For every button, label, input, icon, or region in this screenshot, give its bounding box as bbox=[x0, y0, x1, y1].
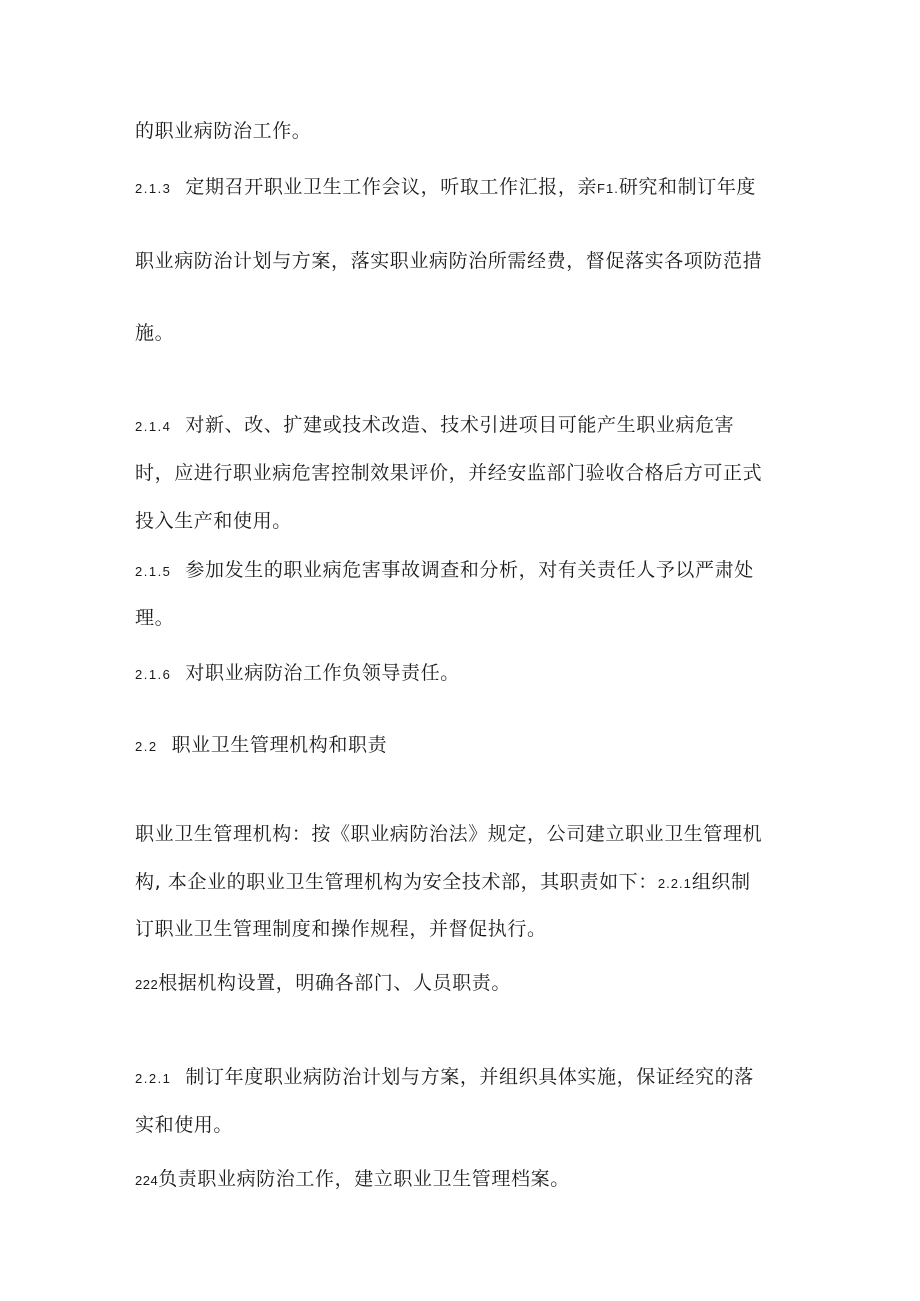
line-text: 对职业病防治工作负领导责任。 bbox=[185, 662, 460, 684]
line-text: 职业病防治计划与方案，落实职业病防治所需经费，督促落实各项防范措 bbox=[135, 250, 763, 272]
line-text: 对新、改、扩建或技术改造、技术引进项目可能产生职业病危害 bbox=[185, 414, 735, 436]
clause-number: 222 bbox=[135, 977, 159, 992]
paragraph-line bbox=[135, 821, 762, 847]
clause-2-1-5 bbox=[135, 557, 754, 585]
paragraph-line bbox=[135, 320, 174, 346]
paragraph-line bbox=[135, 118, 311, 144]
clause-number: 224 bbox=[135, 1173, 159, 1188]
section-heading-2-2 bbox=[135, 732, 387, 760]
paragraph-line bbox=[135, 916, 547, 942]
section-number: 2.2 bbox=[135, 739, 158, 754]
line-text: 负责职业病防治工作，建立职业卫生管理档案。 bbox=[158, 1168, 570, 1190]
line-text: 实和使用。 bbox=[135, 1114, 234, 1136]
paragraph-line bbox=[135, 508, 292, 534]
clause-number: 2.2.1 bbox=[135, 1071, 172, 1086]
clause-number: 2.1.3 bbox=[135, 181, 172, 196]
line-text: 订职业卫生管理制度和操作规程，并督促执行。 bbox=[135, 918, 547, 940]
line-text: 构, 本企业的职业卫生管理机构为安全技术部，其职责如下： bbox=[135, 871, 658, 893]
clause-2-1-6 bbox=[135, 660, 460, 688]
clause-2-1-3 bbox=[135, 174, 756, 202]
inline-clause-number: 2.2.1 bbox=[657, 876, 692, 891]
line-text: 理。 bbox=[135, 607, 175, 629]
line-text: 投入生产和使用。 bbox=[135, 510, 292, 532]
clause-number: 2.1.4 bbox=[135, 419, 172, 434]
clause-number: 2.1.5 bbox=[135, 564, 172, 579]
line-text: 研究和制订年度 bbox=[618, 176, 757, 198]
paragraph-line bbox=[135, 869, 751, 897]
clause-222 bbox=[135, 970, 511, 998]
paragraph-line bbox=[135, 248, 762, 274]
line-text: 时，应进行职业病危害控制效果评价，并经安监部门验收合格后方可正式 bbox=[135, 462, 763, 484]
line-text: 根据机构设置，明确各部门、人员职责。 bbox=[158, 972, 512, 994]
paragraph-line bbox=[135, 605, 174, 631]
line-text: 定期召开职业卫生工作会议，听取工作汇报，亲 bbox=[185, 176, 598, 198]
clause-2-2-1 bbox=[135, 1064, 754, 1092]
line-text: 施。 bbox=[135, 322, 175, 344]
clause-224 bbox=[135, 1166, 570, 1194]
line-text: 组织制 bbox=[691, 871, 751, 893]
inline-ocr-fragment: F1. bbox=[597, 181, 619, 196]
section-title: 职业卫生管理机构和职责 bbox=[171, 734, 388, 756]
paragraph-line bbox=[135, 1112, 233, 1138]
line-text: 制订年度职业病防治计划与方案，并组织具体实施，保证经究的落 bbox=[185, 1066, 754, 1088]
line-text: 参加发生的职业病危害事故调查和分析，对有关责任人予以严肃处 bbox=[185, 559, 754, 581]
paragraph-line bbox=[135, 460, 762, 486]
clause-number: 2.1.6 bbox=[135, 667, 172, 682]
clause-2-1-4 bbox=[135, 412, 734, 440]
line-text: 的职业病防治工作。 bbox=[135, 120, 312, 142]
line-text: 职业卫生管理机构：按《职业病防治法》规定，公司建立职业卫生管理机 bbox=[135, 823, 763, 845]
